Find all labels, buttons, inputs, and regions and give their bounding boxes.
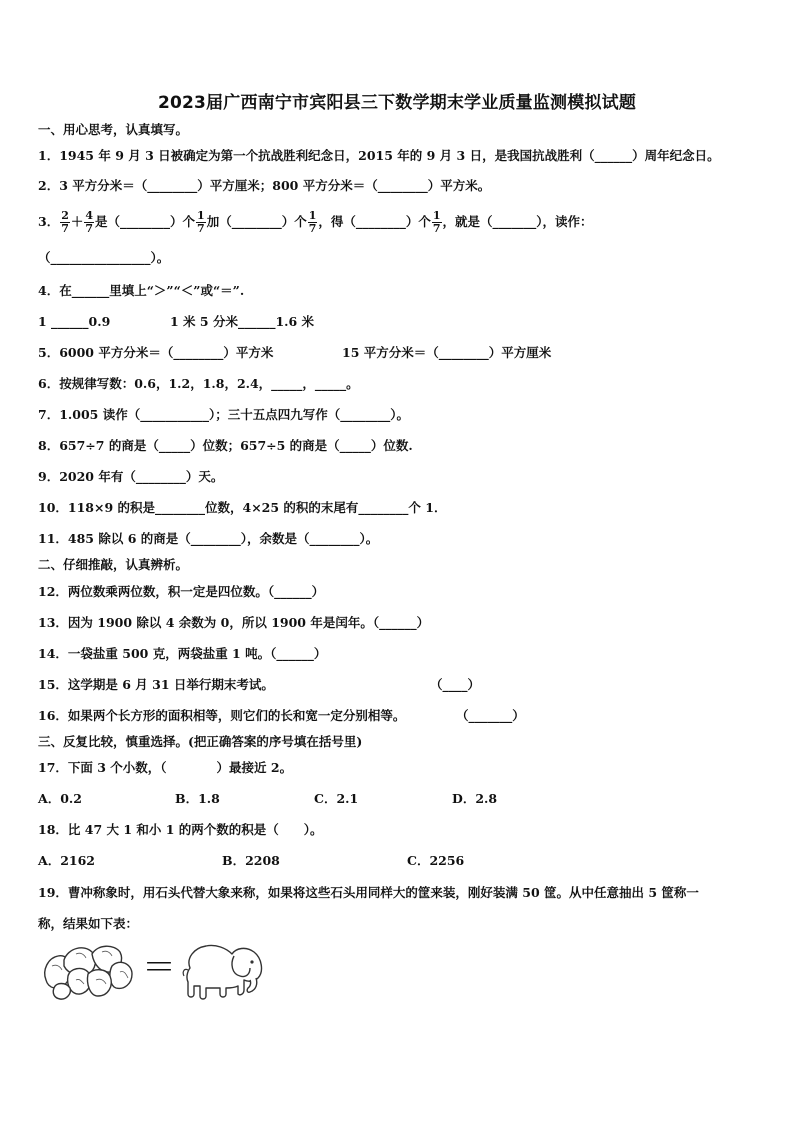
- plus-sign: ＋: [70, 214, 84, 229]
- question-3: [38, 205, 593, 239]
- question-10: 10．118×9 的积是________位数，4×25 的积的末尾有________个 1．: [38, 500, 447, 515]
- question-14: 14．一袋盐重 500 克，两袋盐重 1 吨。（______）: [38, 646, 327, 661]
- question-15: 15．这学期是 6 月 31 日举行期末考试。: [38, 677, 274, 692]
- question-4-item-a: 1 ______0.9: [38, 314, 111, 329]
- fraction-1-7-a: $\frac{1}{7}$: [197, 209, 205, 235]
- fraction-4-7: $\frac{4}{7}$: [85, 209, 94, 235]
- question-13: 13．因为 1900 除以 4 余数为 0，所以 1900 年是闰年。（______）: [38, 615, 430, 630]
- q18-option-a: A．2162: [38, 853, 95, 868]
- elephant-illustration: [180, 938, 266, 1002]
- q17-option-b: B．1.8: [175, 791, 220, 806]
- q3-text-2: 加（________）个: [206, 214, 307, 229]
- fraction-2-7: $\frac{2}{7}$: [61, 209, 69, 235]
- fraction-1-7-b: $\frac{1}{7}$: [308, 209, 317, 235]
- question-19-line-1: 19．曹冲称象时，用石头代替大象来称，如果将这些石头用同样大的筐来装，刚好装满 50 筐。从中任意抽出 5 筐称一: [38, 885, 699, 900]
- q3-lead: 3．: [38, 214, 60, 229]
- section-1-heading: 一、用心思考，认真填写。: [38, 122, 189, 137]
- fraction-1-7-c: $\frac{1}{7}$: [432, 209, 441, 235]
- question-5-b: 15 平方分米＝（________）平方厘米: [342, 345, 552, 360]
- question-9: 9．2020 年有（________）天。: [38, 469, 224, 484]
- q3-text-4: ，就是（_______），读作：: [442, 214, 593, 229]
- q17-option-c: C．2.1: [314, 791, 359, 806]
- section-2-heading: 二、仔细推敲，认真辨析。: [38, 557, 189, 572]
- question-19-line-2: 称，结果如下表：: [38, 916, 139, 931]
- question-5-a: 5．6000 平方分米＝（________）平方米: [38, 345, 274, 360]
- question-6: 6．按规律写数：0.6，1.2，1.8，2.4，_____，_____。: [38, 376, 359, 391]
- section-3-heading: 三、反复比较，慎重选择。(把正确答案的序号填在括号里): [38, 734, 363, 749]
- question-17: 17．下面 3 个小数，（ ）最接近 2。: [38, 760, 293, 775]
- q3-text-1: 是（________）个: [95, 214, 196, 229]
- q17-option-a: A．0.2: [38, 791, 82, 806]
- question-16-blank: （_______）: [456, 708, 525, 723]
- question-18: 18．比 47 大 1 和小 1 的两个数的积是（ ）。: [38, 822, 323, 837]
- question-11: 11．485 除以 6 的商是（________），余数是（________）。: [38, 531, 379, 546]
- question-2: 2．3 平方分米＝（________）平方厘米；800 平方分米＝（________）平方米。: [38, 178, 491, 193]
- question-1: 1．1945 年 9 月 3 日被确定为第一个抗战胜利纪念日，2015 年的 9 月 3 日，是我国抗战胜利（______）周年纪念日。: [38, 148, 720, 163]
- q18-option-c: C．2256: [407, 853, 465, 868]
- question-16: 16．如果两个长方形的面积相等，则它们的长和宽一定分别相等。: [38, 708, 406, 723]
- page-title: 2023届广西南宁市宾阳县三下数学期末学业质量监测模拟试题: [157, 93, 637, 113]
- question-4: 4．在______里填上“＞”“＜”或“＝”.: [38, 283, 245, 298]
- equals-sign: ＝: [142, 948, 176, 988]
- question-15-blank: （____）: [430, 677, 481, 692]
- question-7: 7．1.005 读作（___________）；三十五点四九写作（________）。: [38, 407, 409, 422]
- q17-option-d: D．2.8: [452, 791, 498, 806]
- question-3-line-2: （________________）。: [38, 250, 170, 265]
- question-4-item-b: 1 米 5 分米______1.6 米: [170, 314, 315, 329]
- q3-text-3: ，得（________）个: [318, 214, 431, 229]
- stones-illustration: [40, 940, 136, 1002]
- q18-option-b: B．2208: [222, 853, 280, 868]
- question-8: 8．657÷7 的商是（_____）位数；657÷5 的商是（_____）位数.: [38, 438, 413, 453]
- question-12: 12．两位数乘两位数，积一定是四位数。（______）: [38, 584, 325, 599]
